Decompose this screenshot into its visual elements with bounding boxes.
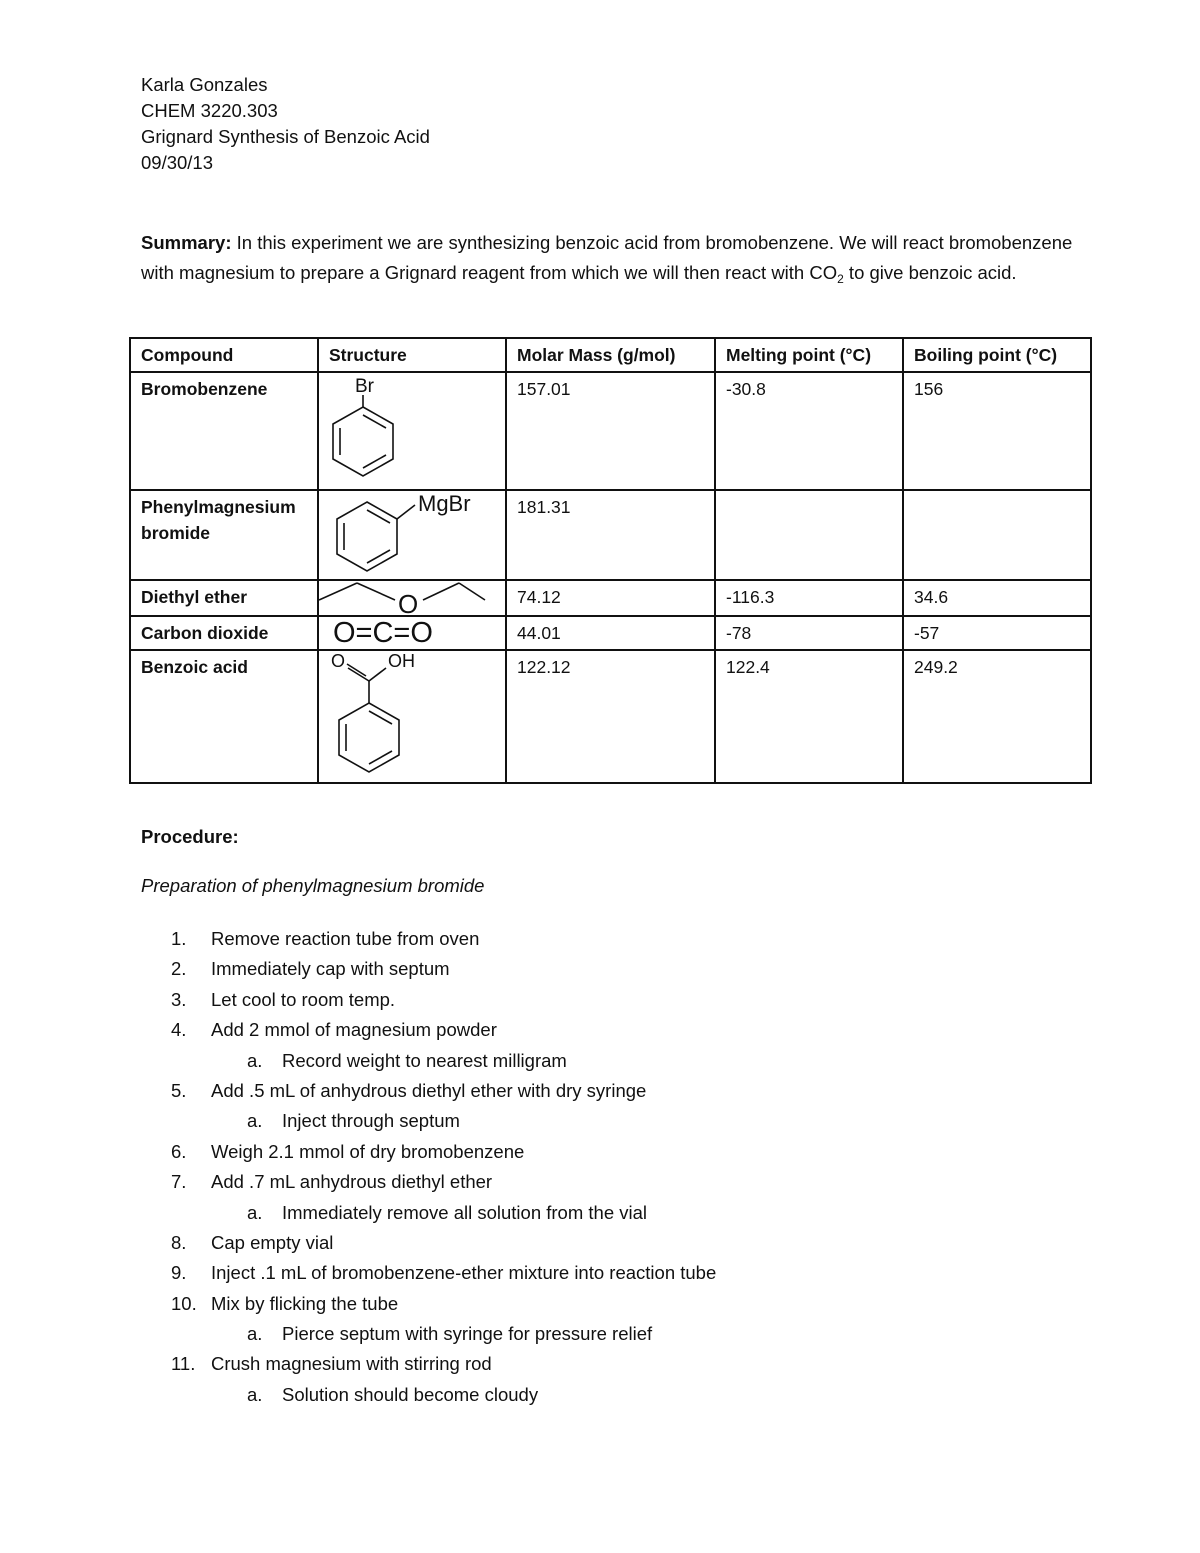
structure-phenylmagnesium-bromide [318,490,506,580]
summary-label: Summary: [141,232,232,253]
table-row [130,616,1091,650]
compound-name: Phenylmagnesium bromide [130,490,318,580]
step-number: 4. [171,1019,187,1041]
structure-label-co2: O=C=O [333,617,433,646]
structure-label-oh: OH [388,651,415,671]
header-melting-point: Melting point (°C) [715,338,903,372]
boiling-point [903,490,1091,580]
table-row [130,372,1091,490]
table-row [130,650,1091,783]
header-boiling-point: Boiling point (°C) [903,338,1091,372]
melting-point: -78 [715,616,903,650]
procedure-heading: Procedure: [141,826,239,847]
step-text: Add .7 mL anhydrous diethyl ether [211,1171,493,1193]
carbon-dioxide-structure-drawing [319,617,505,646]
step-number: 2. [171,958,187,980]
step-number: 8. [171,1231,187,1253]
molar-mass: 44.01 [506,616,715,650]
table-row [130,490,1091,580]
author-name: Karla Gonzales [141,74,268,95]
summary-text-end: to give benzoic acid. [843,262,1017,283]
step-text: Immediately cap with septum [211,958,450,980]
substep-letter: a. [247,1383,263,1405]
header-structure: Structure [318,338,506,372]
step-text: Let cool to room temp. [211,988,396,1010]
course-code: CHEM 3220.303 [141,100,278,121]
benzoic-acid-structure-drawing [319,651,505,782]
diethyl-ether-structure-drawing [319,581,505,615]
experiment-title: Grignard Synthesis of Benzoic Acid [141,126,430,147]
compound-name: Diethyl ether [130,580,318,616]
step-number: 9. [171,1262,187,1284]
summary-subscript: 2 [837,272,844,286]
compound-table [129,337,1092,784]
substep-letter: a. [247,1049,263,1071]
molar-mass: 74.12 [506,580,715,616]
substep-text: Inject through septum [282,1110,460,1132]
molar-mass: 181.31 [506,490,715,580]
structure-label-carbonyl-o: O [331,651,346,671]
procedure-subheading: Preparation of phenylmagnesium bromide [141,875,485,896]
table-row [130,580,1091,616]
step-text: Crush magnesium with stirring rod [211,1353,492,1375]
step-number: 3. [171,988,187,1010]
step-text: Inject .1 mL of bromobenzene-ether mixture into reaction tube [211,1262,717,1284]
melting-point: -30.8 [715,372,903,490]
substep-letter: a. [247,1323,263,1345]
report-date: 09/30/13 [141,152,214,173]
substep-text: Record weight to nearest milligram [282,1049,567,1071]
header-compound: Compound [130,338,318,372]
structure-carbon-dioxide [318,616,506,650]
step-text: Weigh 2.1 mmol of dry bromobenzene [211,1140,525,1162]
table-header-row [130,338,1091,372]
boiling-point: 249.2 [903,650,1091,783]
compound-name: Carbon dioxide [130,616,318,650]
step-text: Mix by flicking the tube [211,1292,399,1314]
step-text: Remove reaction tube from oven [211,928,480,949]
substep-letter: a. [247,1110,263,1132]
melting-point [715,490,903,580]
step-text: Cap empty vial [211,1231,334,1253]
substep-letter: a. [247,1201,263,1223]
header-molar-mass: Molar Mass (g/mol) [506,338,715,372]
summary-text: In this experiment we are synthesizing benzoic acid from bromobenzene. We will react bromobenzene with magnesium to prepare a Grignard reagent from which we will then react with CO [141,232,1073,283]
structure-benzoic-acid [318,650,506,783]
step-text: Add .5 mL of anhydrous diethyl ether with dry syringe [211,1079,647,1101]
document-header [141,72,430,176]
structure-bromobenzene [318,372,506,490]
step-text: Add 2 mmol of magnesium powder [211,1019,497,1041]
molar-mass: 157.01 [506,372,715,490]
boiling-point: -57 [903,616,1091,650]
structure-label-o: O [398,589,419,615]
step-number: 10. [171,1292,197,1314]
structure-label-br: Br [355,376,374,397]
step-number: 7. [171,1171,187,1193]
step-number: 6. [171,1140,187,1162]
phenylmagnesium-bromide-structure-drawing [319,491,505,579]
summary-paragraph [141,228,1081,294]
substep-text: Pierce septum with syringe for pressure relief [282,1323,653,1345]
step-number: 1. [171,928,187,949]
step-number: 5. [171,1079,187,1101]
substep-text: Immediately remove all solution from the vial [282,1201,648,1223]
molar-mass: 122.12 [506,650,715,783]
melting-point: 122.4 [715,650,903,783]
boiling-point: 156 [903,372,1091,490]
compound-name: Bromobenzene [130,372,318,490]
compound-name: Benzoic acid [130,650,318,783]
structure-label-mgbr: MgBr [418,491,471,516]
boiling-point: 34.6 [903,580,1091,616]
substep-text: Solution should become cloudy [282,1383,539,1405]
structure-diethyl-ether [318,580,506,616]
step-number: 11. [171,1353,196,1375]
melting-point: -116.3 [715,580,903,616]
bromobenzene-structure-drawing [319,373,505,489]
